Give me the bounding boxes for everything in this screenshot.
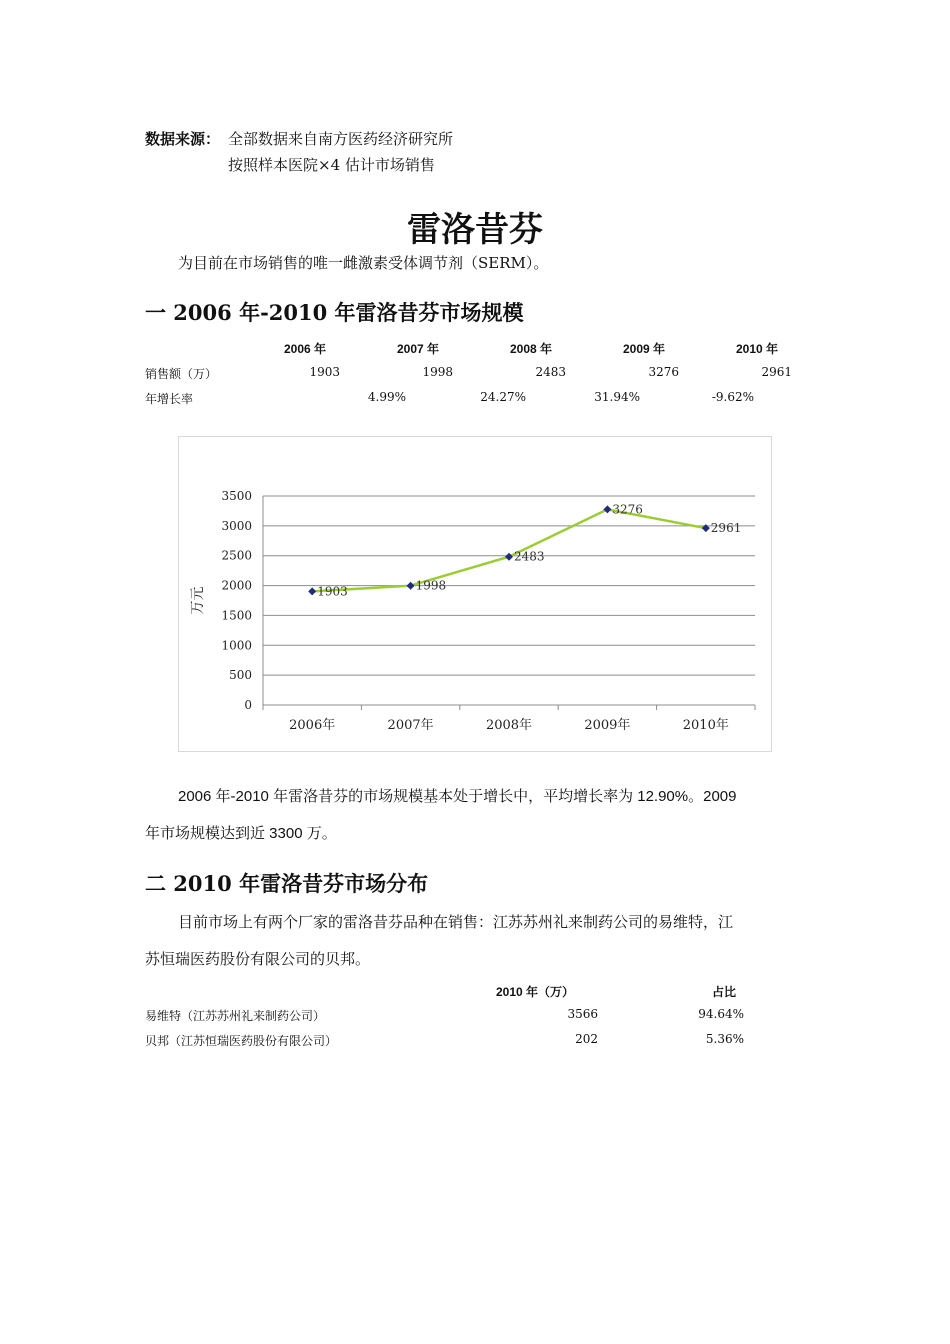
x-tick-label: 2009年 bbox=[584, 718, 631, 733]
market-size-paragraph bbox=[145, 778, 805, 852]
distribution-paragraph-line-1: 目前市场上有两个厂家的雷洛昔芬品种在销售：江苏苏州礼来制药公司的易维特，江 bbox=[178, 913, 734, 931]
company-row-value: 3566 bbox=[567, 1007, 598, 1021]
table-header-share: 占比 bbox=[711, 985, 736, 999]
table-header-2009: 2009 年 bbox=[622, 342, 666, 356]
company-row-label: 易维特（江苏苏州礼来制药公司） bbox=[145, 1009, 326, 1023]
x-tick-label: 2010年 bbox=[682, 718, 729, 733]
company-row-label: 贝邦（江苏恒瑞医药股份有限公司） bbox=[145, 1034, 338, 1048]
y-tick-label: 500 bbox=[229, 668, 252, 683]
y-tick-label: 2500 bbox=[221, 548, 252, 563]
table-header-2010: 2010 年 bbox=[735, 342, 779, 356]
table-header-2008: 2008 年 bbox=[509, 342, 553, 356]
y-axis-title: 万元 bbox=[190, 586, 206, 615]
growth-2009: 31.94% bbox=[594, 390, 640, 404]
section-2-title: 二 2010 年雷洛昔芬市场分布 bbox=[145, 871, 429, 896]
y-tick-label: 1000 bbox=[221, 638, 252, 653]
document-title: 雷洛昔芬 bbox=[407, 210, 543, 250]
row-label-growth: 年增长率 bbox=[145, 392, 194, 406]
y-tick-label: 1500 bbox=[221, 608, 252, 623]
growth-2008: 24.27% bbox=[480, 390, 526, 404]
table-header-sales-2010: 2010 年（万） bbox=[495, 985, 575, 999]
growth-2007: 4.99% bbox=[367, 390, 406, 404]
company-row-value: 202 bbox=[575, 1032, 598, 1046]
market-size-chart-svg bbox=[179, 437, 773, 753]
y-tick-label: 3500 bbox=[221, 489, 252, 503]
x-tick-label: 2008年 bbox=[485, 718, 533, 733]
source-line-1: 全部数据来自南方医药经济研究所 bbox=[228, 130, 454, 148]
y-tick-label: 0 bbox=[244, 698, 252, 712]
x-tick-label: 2006年 bbox=[289, 718, 336, 733]
sales-2008: 2483 bbox=[535, 365, 566, 379]
data-label: 2961 bbox=[710, 521, 742, 536]
company-row-share: 94.64% bbox=[698, 1007, 744, 1021]
distribution-paragraph-line-2: 苏恒瑞医药股份有限公司的贝邦。 bbox=[145, 950, 371, 968]
table-header-2007: 2007 年 bbox=[396, 342, 440, 356]
source-line-2: 按照样本医院×4 估计市场销售 bbox=[228, 156, 435, 174]
data-point bbox=[505, 553, 513, 561]
y-tick-label: 2000 bbox=[221, 578, 252, 593]
company-row-share: 5.36% bbox=[705, 1032, 744, 1046]
data-label: 3276 bbox=[612, 502, 643, 517]
data-point bbox=[308, 587, 316, 595]
distribution-paragraph bbox=[145, 904, 805, 978]
data-point bbox=[407, 582, 415, 590]
source-label: 数据来源： bbox=[145, 130, 221, 148]
y-tick-label: 3000 bbox=[221, 518, 252, 533]
intro-text: 为目前在市场销售的唯一雌激素受体调节剂（SERM）。 bbox=[178, 254, 549, 272]
data-point bbox=[603, 505, 611, 513]
data-label: 2483 bbox=[514, 549, 545, 564]
growth-2010: -9.62% bbox=[711, 390, 754, 404]
row-label-sales: 销售额（万） bbox=[145, 367, 218, 381]
sales-2007: 1998 bbox=[422, 365, 453, 379]
data-label: 1903 bbox=[317, 584, 348, 599]
table-header-2006: 2006 年 bbox=[283, 342, 327, 356]
x-tick-label: 2007年 bbox=[387, 718, 434, 733]
market-size-chart bbox=[178, 436, 772, 752]
sales-2009: 3276 bbox=[648, 365, 679, 379]
series-line bbox=[312, 509, 706, 591]
section-1-title: 一 2006 年-2010 年雷洛昔芬市场规模 bbox=[145, 300, 524, 325]
sales-2010: 2961 bbox=[761, 365, 792, 379]
market-size-paragraph-line-2: 年市场规模达到近 3300 万。 bbox=[145, 825, 337, 842]
sales-2006: 1903 bbox=[309, 365, 340, 379]
data-label: 1998 bbox=[415, 578, 447, 593]
market-size-paragraph-line-1: 2006 年-2010 年雷洛昔芬的市场规模基本处于增长中，平均增长率为 12.90%。2009 bbox=[178, 788, 737, 805]
